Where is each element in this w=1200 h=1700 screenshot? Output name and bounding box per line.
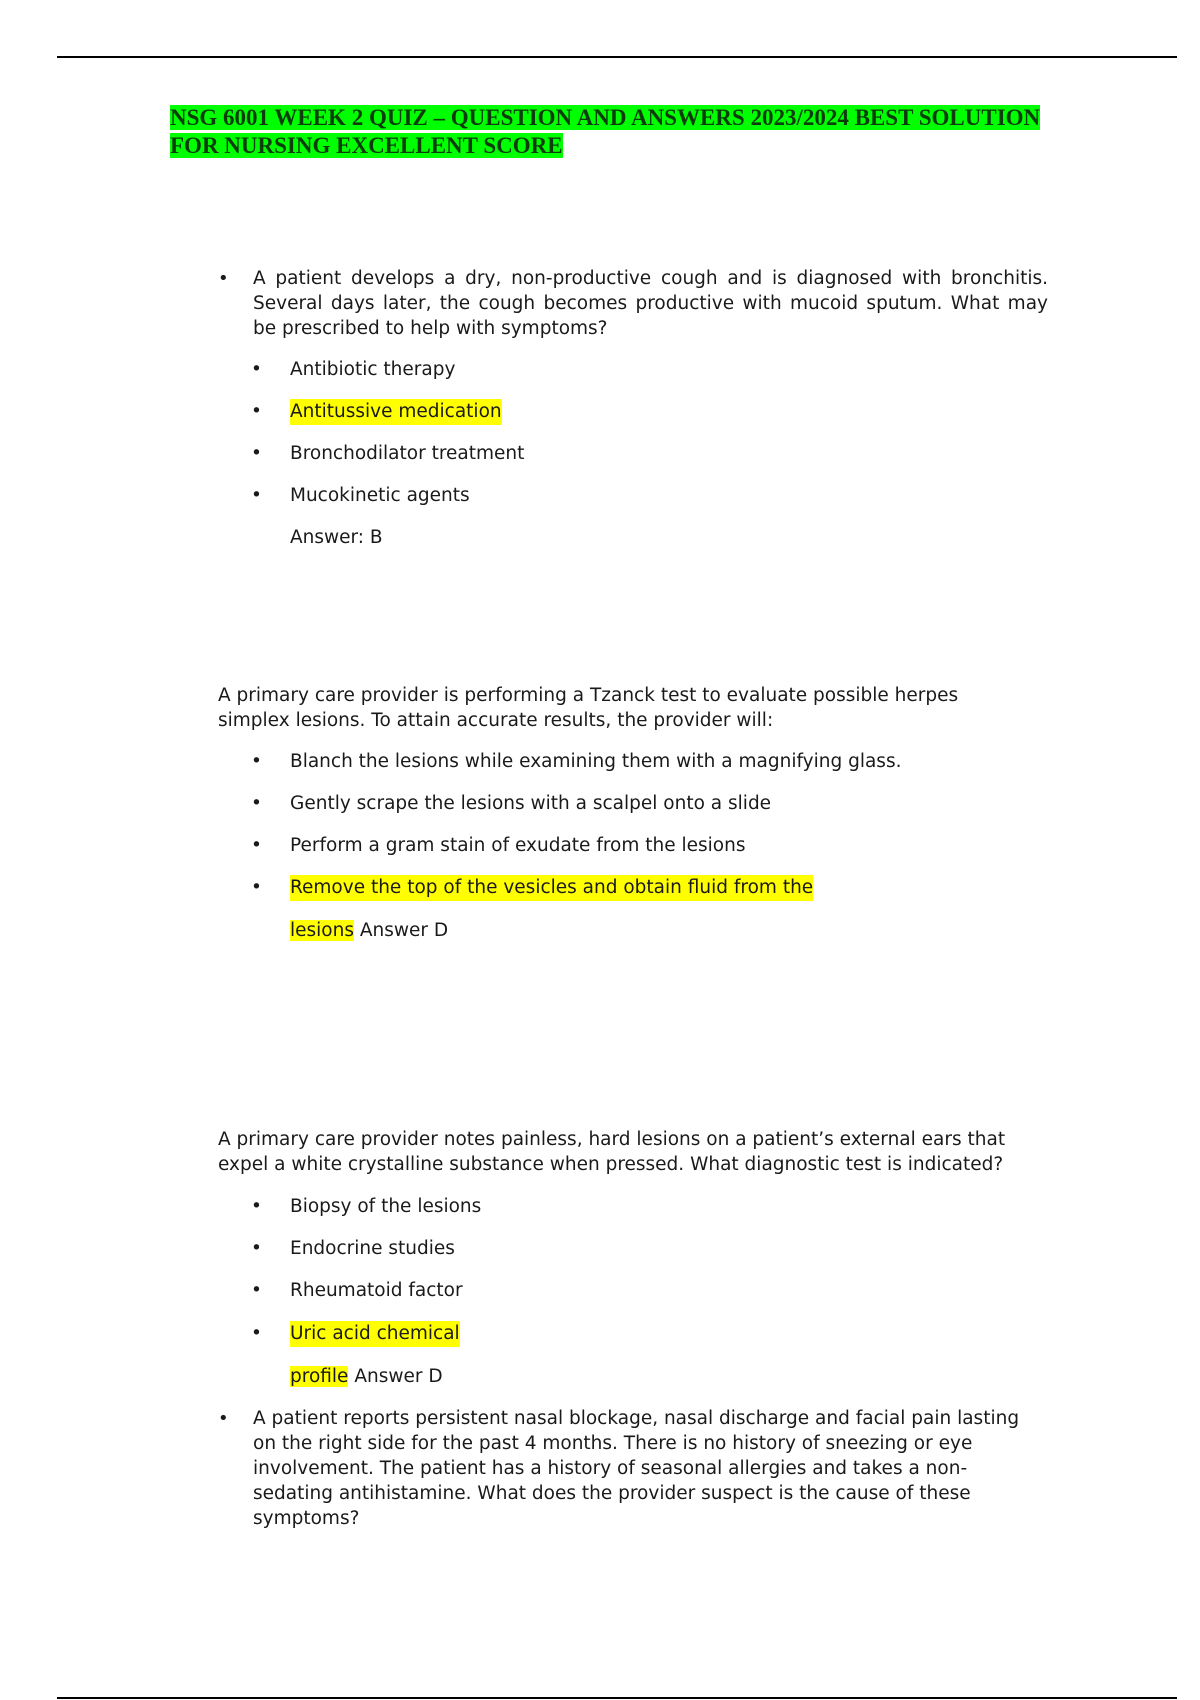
question-4-text: A patient reports persistent nasal blockage, nasal discharge and facial pain lasting on the right side for the past 4 months. There is no history of sneezing or eye involvement. The patient has a history of seasonal allergies and takes a non-sedating antihistamine. What does the provider suspect is the cause of these symptoms? xyxy=(253,1408,1020,1529)
bullet-icon: • xyxy=(251,401,262,422)
question-1-text: A patient develops a dry, non-productive cough and is diagnosed with bronchitis. Several days later, the cough becomes productive with mucoid sputum. What may be prescribed to help with symptoms? xyxy=(253,268,1048,339)
title-line-2: FOR NURSING EXCELLENT SCORE xyxy=(170,133,563,158)
document-title xyxy=(170,104,1070,160)
footer-rule xyxy=(57,1697,1177,1699)
bullet-icon: • xyxy=(218,1408,229,1429)
correct-answer-highlight: Uric acid chemical xyxy=(290,1321,460,1347)
correct-answer-highlight: Remove the top of the vesicles and obtain fluid from the xyxy=(290,875,813,901)
question-2-text: A primary care provider is performing a Tzanck test to evaluate possible herpes simplex lesions. To attain accurate results, the provider will: xyxy=(218,685,959,731)
bullet-icon: • xyxy=(251,1196,262,1217)
bullet-icon: • xyxy=(251,1238,262,1259)
bullet-icon: • xyxy=(251,835,262,856)
bullet-icon: • xyxy=(251,1280,262,1301)
bullet-icon: • xyxy=(251,751,262,772)
bullet-icon: • xyxy=(251,443,262,464)
correct-answer-continuation: lesions xyxy=(290,920,354,941)
bullet-icon: • xyxy=(251,1323,262,1344)
question-3-text: A primary care provider notes painless, hard lesions on a patient’s external ears that expel a white crystalline substance when pressed. What diagnostic test is indicated? xyxy=(218,1129,1006,1175)
correct-answer-continuation: profile xyxy=(290,1366,349,1387)
title-line-1: NSG 6001 WEEK 2 QUIZ – QUESTION AND ANSWERS 2023/2024 BEST SOLUTION xyxy=(170,105,1041,130)
bullet-icon: • xyxy=(251,359,262,380)
bullet-icon: • xyxy=(251,793,262,814)
q1-answer: Answer: B xyxy=(290,527,383,548)
bullet-icon: • xyxy=(218,268,229,289)
header-rule xyxy=(57,56,1177,58)
correct-answer-highlight: Antitussive medication xyxy=(290,399,502,425)
bullet-icon: • xyxy=(251,877,262,898)
q3-answer: profile Answer D xyxy=(290,1366,443,1387)
bullet-icon: • xyxy=(251,485,262,506)
q2-answer: lesions Answer D xyxy=(290,920,449,941)
